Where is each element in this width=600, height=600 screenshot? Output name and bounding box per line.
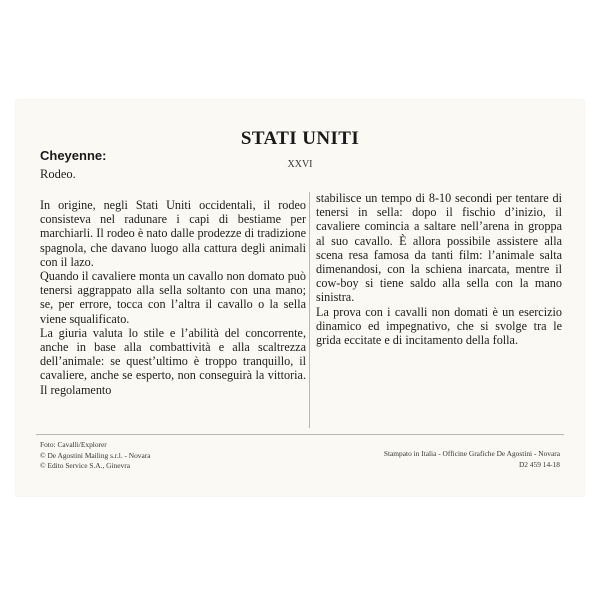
card-subject: Cheyenne:	[40, 148, 107, 163]
photo-credits	[40, 440, 151, 472]
printer-line: Stampato in Italia - Officine Grafiche De Agostini - Novara	[383, 449, 560, 458]
paragraph: In origine, negli Stati Uniti occidentali, il rodeo consisteva nel radunare i capi di bestiame per marchiarli. Il rodeo è nato dalle prodezze di tradizione spagnola, che davano luogo alla cattura degli animali con il lazo.	[40, 198, 306, 269]
credit-line: © De Agostini Mailing s.r.l. - Novara	[40, 450, 151, 460]
card-title: STATI UNITI	[240, 128, 360, 149]
text-column-right	[316, 191, 562, 347]
postcard-back	[16, 100, 584, 496]
card-numeral: XXVI	[287, 159, 313, 170]
paragraph: Quando il cavaliere monta un cavallo non domato può tenersi aggrappato alla sella soltanto con una mano; se, per errore, tocca con l’altra il cavallo o la sella viene squalificato.	[40, 269, 306, 326]
printer-code: D2 459 14-18	[518, 459, 560, 469]
paragraph: La prova con i cavalli non domati è un esercizio dinamico ed impegnativo, che si svolge tra le grida eccitate e di incitamento della folla.	[316, 304, 562, 348]
column-divider	[309, 192, 310, 428]
text-column-left	[40, 198, 306, 397]
credit-line: Foto: Cavalli/Explorer	[40, 440, 107, 449]
printer-info	[384, 449, 560, 470]
footer-rule	[36, 434, 564, 435]
card-subtitle: Rodeo.	[40, 167, 76, 181]
paragraph: La giuria valuta lo stile e l’abilità del concorrente, anche in base alla combattività e alla scaltrezza dell’animale: se quest’ultimo è troppo tranquillo, il cavaliere, anche se esperto, non conseguirà la vittoria. Il regolamento	[40, 325, 306, 397]
credit-line: © Edito Service S.A., Ginevra	[40, 461, 130, 470]
paragraph: stabilisce un tempo di 8-10 secondi per tentare di tenersi in sella: dopo il fischio d’inizio, il cavaliere comincia a saltare nell’arena in groppa al suo cavallo. È allora possibile assistere alla scena resa famosa da tanti film: l’animale salta dimenandosi, con la schiena inarcata, mentre il cow-boy si tiene saldo alla sella con la mano sinistra.	[316, 191, 562, 305]
